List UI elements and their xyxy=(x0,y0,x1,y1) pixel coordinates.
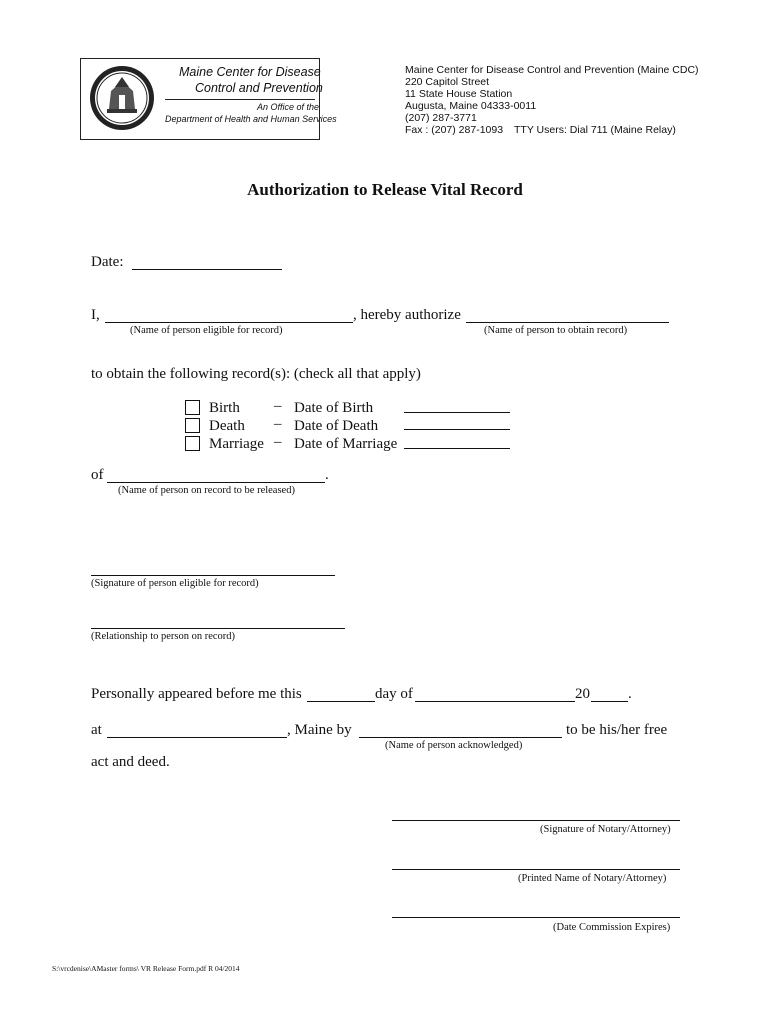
logo-divider xyxy=(165,99,315,100)
appeared-month-field[interactable] xyxy=(415,701,575,702)
footer-file-path: S:\vrcdenise\AMaster forms\ VR Release Form.pdf R 04/2014 xyxy=(52,964,240,973)
caption-signature-eligible: (Signature of person eligible for record) xyxy=(91,578,259,589)
location-field[interactable] xyxy=(107,737,287,738)
record-type-marriage: Marriage xyxy=(209,436,264,452)
act-and-deed-text: act and deed. xyxy=(91,754,170,770)
state-seal-icon xyxy=(89,65,155,131)
caption-notary-signature: (Signature of Notary/Attorney) xyxy=(540,824,671,835)
i-label: I, xyxy=(91,307,100,323)
dash-marriage: – xyxy=(274,434,282,450)
commission-expires-field[interactable] xyxy=(392,917,680,918)
appeared-prefix: Personally appeared before me this xyxy=(91,686,302,702)
address-line1: Maine Center for Disease Control and Prevention (Maine CDC) xyxy=(405,64,699,76)
checkbox-birth[interactable] xyxy=(185,400,200,415)
address-line3: 11 State House Station xyxy=(405,88,513,100)
appeared-year-prefix: 20 xyxy=(575,686,590,702)
dash-birth: – xyxy=(274,398,282,414)
obtain-records-text: to obtain the following record(s): (check all that apply) xyxy=(91,366,421,382)
address-line4: Augusta, Maine 04333-0011 xyxy=(405,100,537,112)
eligible-person-field[interactable] xyxy=(105,322,353,323)
date-of-death-label: Date of Death xyxy=(294,418,379,434)
person-on-record-field[interactable] xyxy=(107,482,325,483)
caption-notary-printed: (Printed Name of Notary/Attorney) xyxy=(518,873,667,884)
notary-printed-name-field[interactable] xyxy=(392,869,680,870)
obtaining-person-field[interactable] xyxy=(466,322,669,323)
logo-text-line4: Department of Health and Human Services xyxy=(165,114,337,124)
page-title: Authorization to Release Vital Record xyxy=(247,180,523,199)
caption-on-record: (Name of person on record to be released) xyxy=(118,485,295,496)
date-of-birth-field[interactable] xyxy=(404,412,510,413)
logo-text-line2: Control and Prevention xyxy=(195,81,323,95)
acknowledged-person-field[interactable] xyxy=(359,737,562,738)
record-type-death: Death xyxy=(209,418,245,434)
date-of-birth-label: Date of Birth xyxy=(294,400,374,416)
appeared-day-field[interactable] xyxy=(307,701,375,702)
of-period: . xyxy=(325,467,329,483)
address-fax: Fax : (207) 287-1093 xyxy=(405,124,504,136)
appeared-year-field[interactable] xyxy=(591,701,628,702)
at-label: at xyxy=(91,722,102,738)
signature-eligible-field[interactable] xyxy=(91,575,335,576)
checkbox-death[interactable] xyxy=(185,418,200,433)
date-of-marriage-label: Date of Marriage xyxy=(294,436,398,452)
date-label: Date: xyxy=(91,254,124,270)
of-label: of xyxy=(91,467,104,483)
caption-acknowledged: (Name of person acknowledged) xyxy=(385,740,523,751)
caption-relationship: (Relationship to person on record) xyxy=(91,631,236,642)
address-phone: (207) 287-3771 xyxy=(405,112,477,124)
date-of-marriage-field[interactable] xyxy=(404,448,510,449)
cdc-logo xyxy=(80,58,337,140)
address-tty: TTY Users: Dial 711 (Maine Relay) xyxy=(514,124,676,136)
maine-by-text: , Maine by xyxy=(287,722,352,738)
record-type-birth: Birth xyxy=(209,400,240,416)
relationship-field[interactable] xyxy=(91,628,345,629)
address-line2: 220 Capitol Street xyxy=(405,76,490,88)
logo-text-line1: Maine Center for Disease xyxy=(179,65,321,79)
logo-text-line3: An Office of the xyxy=(257,102,320,112)
caption-eligible: (Name of person eligible for record) xyxy=(130,325,283,336)
free-act-text: to be his/her free xyxy=(566,722,668,738)
notary-signature-field[interactable] xyxy=(392,820,680,821)
appeared-period: . xyxy=(628,686,632,702)
date-field[interactable] xyxy=(132,269,282,270)
caption-commission: (Date Commission Expires) xyxy=(553,922,671,933)
date-of-death-field[interactable] xyxy=(404,429,510,430)
checkbox-marriage[interactable] xyxy=(185,436,200,451)
hereby-authorize-text: , hereby authorize xyxy=(353,307,461,323)
dash-death: – xyxy=(274,416,282,432)
caption-obtain: (Name of person to obtain record) xyxy=(484,325,628,336)
appeared-day-of: day of xyxy=(375,686,413,702)
